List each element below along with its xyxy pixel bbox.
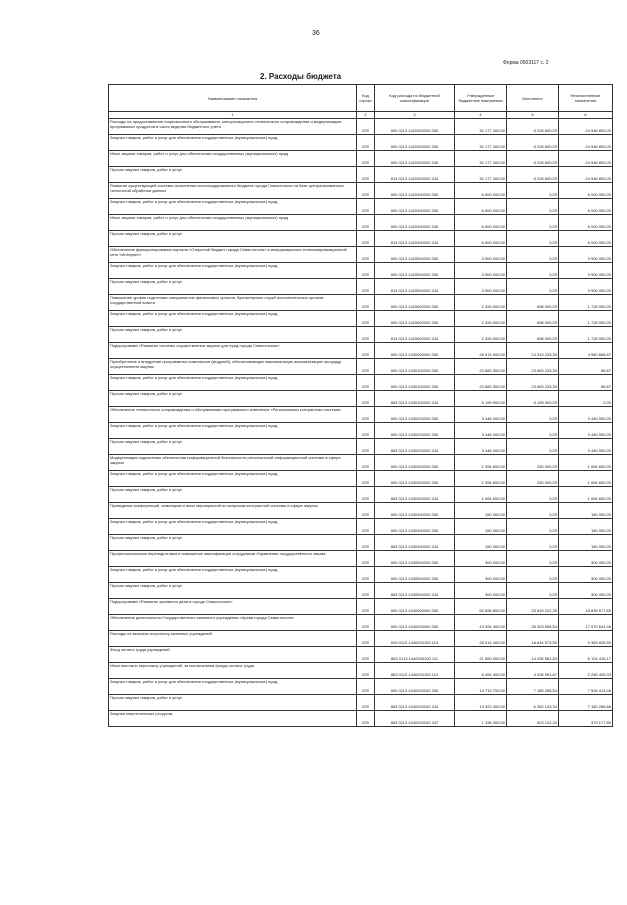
row-unexecuted: 0,00 xyxy=(559,390,613,406)
col-number: 1 xyxy=(109,112,357,119)
row-approved: 3 900 000,00 xyxy=(455,246,507,262)
row-unexecuted: 1 064 600,00 xyxy=(559,470,613,486)
row-budget-code: 000 0113 1420400200 000 xyxy=(375,182,455,198)
table-row xyxy=(109,518,613,534)
table-row xyxy=(109,550,613,566)
row-budget-code: 000 0113 1430200200 200 xyxy=(375,422,455,438)
row-budget-code: 000 0113 1440200100 110 xyxy=(375,630,455,646)
table-row xyxy=(109,118,613,134)
row-approved: 30 177 400,00 xyxy=(455,134,507,150)
table-row xyxy=(109,294,613,310)
row-budget-code: 863 0113 1430200200 244 xyxy=(375,438,455,454)
row-budget-code: 000 0113 1430100200 000 xyxy=(375,358,455,374)
row-name: Прочая закупка товаров, работ и услуг xyxy=(109,230,357,246)
table-row xyxy=(109,694,613,710)
row-budget-code: 000 0113 1430200200 000 xyxy=(375,406,455,422)
row-name: Закупка товаров, работ и услуг для обеспечения государственных (муниципальных) нужд xyxy=(109,422,357,438)
row-unexecuted: 3 900 000,00 xyxy=(559,262,613,278)
row-unexecuted: 3 446 000,00 xyxy=(559,438,613,454)
row-line-code: 200 xyxy=(357,486,375,502)
row-unexecuted: 7 160 266,66 xyxy=(559,694,613,710)
table-row xyxy=(109,646,613,662)
row-line-code: 200 xyxy=(357,406,375,422)
row-approved: 1 196 300,00 xyxy=(455,710,507,726)
row-approved: 6 454 400,00 xyxy=(455,662,507,678)
row-executed: 0,00 xyxy=(507,502,559,518)
row-budget-code: 863 0113 1430100200 244 xyxy=(375,390,455,406)
row-line-code: 200 xyxy=(357,646,375,662)
row-approved: 14 719 700,00 xyxy=(455,678,507,694)
row-unexecuted: 300 000,00 xyxy=(559,566,613,582)
row-budget-code: 000 0113 1430300200 000 xyxy=(375,454,455,470)
row-name: Проведение конференций, семинаров и иных мероприятий по вопросам контрактной системы в сфере закупок xyxy=(109,502,357,518)
col-number: 4 xyxy=(455,112,507,119)
row-approved: 3 446 000,00 xyxy=(455,406,507,422)
table-row xyxy=(109,566,613,582)
row-approved: 6 000 000,00 xyxy=(455,214,507,230)
row-approved: 28 974 900,00 xyxy=(455,342,507,358)
row-unexecuted: 1 064 600,00 xyxy=(559,454,613,470)
row-line-code: 200 xyxy=(357,614,375,630)
row-unexecuted: 1 728 000,00 xyxy=(559,294,613,310)
row-approved: 21 560 000,00 xyxy=(455,646,507,662)
row-unexecuted: 373 177,80 xyxy=(559,710,613,726)
row-executed: 598 000,00 xyxy=(507,326,559,342)
row-line-code: 200 xyxy=(357,150,375,166)
table-row xyxy=(109,278,613,294)
row-name: Прочая закупка товаров, работ и услуг xyxy=(109,694,357,710)
row-approved: 2 326 000,00 xyxy=(455,310,507,326)
row-approved: 6 000 000,00 xyxy=(455,198,507,214)
row-line-code: 200 xyxy=(357,550,375,566)
row-approved: 2 326 000,00 xyxy=(455,326,507,342)
row-line-code: 200 xyxy=(357,118,375,134)
row-name: Подпрограмма «Развитие архивного дела в городе Севастополе» xyxy=(109,598,357,614)
table-row xyxy=(109,630,613,646)
row-name: Прочая закупка товаров, работ и услуг xyxy=(109,438,357,454)
row-line-code: 200 xyxy=(357,566,375,582)
row-name: Иные выплаты персоналу учреждений, за исключением фонда оплаты труда xyxy=(109,662,357,678)
row-executed: 0,00 xyxy=(507,262,559,278)
row-executed: 5 228 600,00 xyxy=(507,134,559,150)
table-row xyxy=(109,230,613,246)
row-budget-code: 000 0113 1420400200 200 xyxy=(375,198,455,214)
row-unexecuted: 1 728 000,00 xyxy=(559,326,613,342)
row-name: Расходы на предоставление лицензионного обслуживания, консультационно-технического сопровождения и модернизацию программных продуктов в части ведения бюджетного учета xyxy=(109,118,357,134)
row-unexecuted: 2 245 408,33 xyxy=(559,662,613,678)
row-approved: 3 446 000,00 xyxy=(455,438,507,454)
row-executed: 18 644 573,50 xyxy=(507,630,559,646)
row-unexecuted: 4 960 666,67 xyxy=(559,342,613,358)
row-approved: 6 000 000,00 xyxy=(455,182,507,198)
row-approved: 3 900 000,00 xyxy=(455,278,507,294)
table-row xyxy=(109,310,613,326)
row-unexecuted: 3 900 000,00 xyxy=(559,278,613,294)
row-executed: 330 000,00 xyxy=(507,470,559,486)
row-unexecuted: 24 948 800,00 xyxy=(559,134,613,150)
row-executed: 6 362 133,34 xyxy=(507,694,559,710)
row-approved: 23 683 300,00 xyxy=(455,374,507,390)
row-executed: 0,00 xyxy=(507,566,559,582)
row-executed: 23 683 233,33 xyxy=(507,374,559,390)
row-executed: 823 122,20 xyxy=(507,710,559,726)
row-unexecuted: 6 124 418,17 xyxy=(559,646,613,662)
row-executed: 24 013 233,33 xyxy=(507,342,559,358)
row-unexecuted: 150 000,00 xyxy=(559,502,613,518)
row-line-code: 200 xyxy=(357,230,375,246)
row-name: Прочая закупка товаров, работ и услуг xyxy=(109,326,357,342)
row-line-code: 200 xyxy=(357,310,375,326)
table-row xyxy=(109,166,613,182)
row-line-code: 200 xyxy=(357,182,375,198)
row-name: Прочая закупка товаров, работ и услуг xyxy=(109,534,357,550)
row-line-code: 200 xyxy=(357,246,375,262)
row-unexecuted: 300 000,00 xyxy=(559,582,613,598)
row-unexecuted: 3 446 000,00 xyxy=(559,406,613,422)
row-budget-code: 000 0113 1430500200 000 xyxy=(375,550,455,566)
table-row xyxy=(109,390,613,406)
header-unexecuted: Неисполненные назначения xyxy=(559,85,613,112)
row-budget-code: 000 0113 1420600200 200 xyxy=(375,310,455,326)
row-budget-code: 863 0113 1430500200 244 xyxy=(375,582,455,598)
row-executed: 33 819 222,35 xyxy=(507,598,559,614)
row-line-code: 200 xyxy=(357,278,375,294)
row-unexecuted: 9 369 826,50 xyxy=(559,630,613,646)
header-indicator: Наименование показателя xyxy=(109,85,357,112)
row-name: Закупка товаров, работ и услуг для обеспечения государственных (муниципальных) нужд xyxy=(109,310,357,326)
table-row xyxy=(109,710,613,726)
row-executed: 5 228 600,00 xyxy=(507,150,559,166)
row-unexecuted: 6 000 000,00 xyxy=(559,182,613,198)
row-line-code: 200 xyxy=(357,422,375,438)
row-unexecuted: 66,67 xyxy=(559,358,613,374)
row-unexecuted: 7 534 414,46 xyxy=(559,678,613,694)
table-row xyxy=(109,182,613,198)
row-name: Развитие существующей системы исполнения консолидированного бюджета города Севастополя на базе централизованных технологий обработки данных xyxy=(109,182,357,198)
row-approved: 150 000,00 xyxy=(455,534,507,550)
row-budget-code: 863 0113 1440200100 111 xyxy=(375,646,455,662)
row-executed: 0,00 xyxy=(507,214,559,230)
row-budget-code: 863 0113 1440200100 112 xyxy=(375,662,455,678)
row-executed: 5 228 600,00 xyxy=(507,166,559,182)
row-budget-code: 000 0113 1420300200 240 xyxy=(375,150,455,166)
row-name: Обеспечение деятельности Государственного казенного учреждения «Архив города Севастополя» xyxy=(109,614,357,630)
table-row xyxy=(109,486,613,502)
row-line-code: 200 xyxy=(357,502,375,518)
row-approved: 28 014 400,00 xyxy=(455,630,507,646)
row-budget-code: 000 0113 1440200000 000 xyxy=(375,614,455,630)
table-row xyxy=(109,502,613,518)
col-number: 5 xyxy=(507,112,559,119)
row-unexecuted: 24 948 800,00 xyxy=(559,118,613,134)
row-unexecuted: 150 000,00 xyxy=(559,518,613,534)
row-line-code: 200 xyxy=(357,326,375,342)
row-approved: 150 000,00 xyxy=(455,502,507,518)
table-row xyxy=(109,422,613,438)
row-executed: 23 683 233,33 xyxy=(507,358,559,374)
row-unexecuted: 150 000,00 xyxy=(559,534,613,550)
row-name: Приобретение и внедрение программных комплексов (модулей), обеспечивающих максимальную автоматизацию процедур осуществления закупок xyxy=(109,358,357,374)
row-unexecuted: 18 839 577,65 xyxy=(559,598,613,614)
row-name: Иные закупки товаров, работ и услуг для обеспечения государственных (муниципальных) нужд xyxy=(109,150,357,166)
row-budget-code: 000 0113 1420400200 240 xyxy=(375,214,455,230)
row-line-code: 200 xyxy=(357,342,375,358)
header-approved: Утвержденные бюджетные назначения xyxy=(455,85,507,112)
row-budget-code: 000 0113 1420600200 000 xyxy=(375,294,455,310)
row-budget-code: 000 0113 1430100200 200 xyxy=(375,374,455,390)
row-name: Обеспечение функционирования портала «Открытый бюджет города Севастополя» в информационно-телекоммуникационной сети «Интернет» xyxy=(109,246,357,262)
row-budget-code: 814 0113 1420300200 244 xyxy=(375,166,455,182)
table-row xyxy=(109,678,613,694)
row-line-code: 200 xyxy=(357,534,375,550)
row-unexecuted: 66,67 xyxy=(559,374,613,390)
row-executed: 0,00 xyxy=(507,198,559,214)
row-approved: 6 000 000,00 xyxy=(455,230,507,246)
row-line-code: 200 xyxy=(357,262,375,278)
row-budget-code: 863 0113 1440200100 247 xyxy=(375,710,455,726)
row-name: Закупка товаров, работ и услуг для обеспечения государственных (муниципальных) нужд xyxy=(109,134,357,150)
row-line-code: 200 xyxy=(357,390,375,406)
row-budget-code: 000 0113 1420300200 200 xyxy=(375,134,455,150)
table-row xyxy=(109,246,613,262)
row-executed: 0,00 xyxy=(507,422,559,438)
row-unexecuted: 300 000,00 xyxy=(559,550,613,566)
page-number: 36 xyxy=(312,30,320,37)
row-executed: 598 000,00 xyxy=(507,310,559,326)
row-name: Модернизация подсистемы обеспечения информационной безопасности региональной информационной системы в сфере закупок xyxy=(109,454,357,470)
row-approved: 1 394 600,00 xyxy=(455,470,507,486)
col-number: 3 xyxy=(375,112,455,119)
row-approved: 23 683 300,00 xyxy=(455,358,507,374)
col-number: 6 xyxy=(559,112,613,119)
row-executed: 14 435 581,83 xyxy=(507,646,559,662)
row-name: Закупка товаров, работ и услуг для обеспечения государственных (муниципальных) нужд xyxy=(109,374,357,390)
row-unexecuted: 24 948 800,00 xyxy=(559,150,613,166)
row-unexecuted: 3 900 000,00 xyxy=(559,246,613,262)
row-executed: 0,00 xyxy=(507,534,559,550)
header-line-code: Код строки xyxy=(357,85,375,112)
row-name: Иные закупки товаров, работ и услуг для обеспечения государственных (муниципальных) нужд xyxy=(109,214,357,230)
row-budget-code: 000 0113 1440200100 200 xyxy=(375,678,455,694)
row-unexecuted: 1 728 000,00 xyxy=(559,310,613,326)
row-line-code: 200 xyxy=(357,454,375,470)
row-line-code: 200 xyxy=(357,710,375,726)
row-budget-code: 000 0113 1430400200 200 xyxy=(375,518,455,534)
row-budget-code: 000 0113 1420500200 000 xyxy=(375,246,455,262)
row-name: Закупка товаров, работ и услуг для обеспечения государственных (муниципальных) нужд xyxy=(109,470,357,486)
row-unexecuted: 1 064 600,00 xyxy=(559,486,613,502)
row-line-code: 200 xyxy=(357,134,375,150)
header-executed: Исполнено xyxy=(507,85,559,112)
row-budget-code: 000 0113 1430500200 200 xyxy=(375,566,455,582)
row-approved: 43 394 300,00 xyxy=(455,614,507,630)
table-body xyxy=(109,118,613,726)
row-approved: 2 326 000,00 xyxy=(455,294,507,310)
row-executed: 0,00 xyxy=(507,518,559,534)
row-executed: 0,00 xyxy=(507,486,559,502)
row-executed: 5 228 600,00 xyxy=(507,118,559,134)
row-approved: 3 900 000,00 xyxy=(455,262,507,278)
row-budget-code: 814 0113 1420400200 244 xyxy=(375,230,455,246)
row-name: Фонд оплаты труда учреждений xyxy=(109,646,357,662)
form-code: Форма 0503117 с. 2 xyxy=(503,60,549,66)
row-budget-code: 000 0113 1430300200 200 xyxy=(375,470,455,486)
row-name: Прочая закупка товаров, работ и услуг xyxy=(109,390,357,406)
row-line-code: 200 xyxy=(357,374,375,390)
row-line-code: 200 xyxy=(357,294,375,310)
table-row xyxy=(109,598,613,614)
row-line-code: 200 xyxy=(357,214,375,230)
row-line-code: 200 xyxy=(357,438,375,454)
row-approved: 30 177 400,00 xyxy=(455,166,507,182)
row-unexecuted: 6 000 000,00 xyxy=(559,230,613,246)
row-approved: 1 394 600,00 xyxy=(455,454,507,470)
table-row xyxy=(109,438,613,454)
row-budget-code: 863 0113 1430300200 244 xyxy=(375,486,455,502)
row-approved: 3 446 000,00 xyxy=(455,422,507,438)
table-row xyxy=(109,358,613,374)
row-name: Закупка товаров, работ и услуг для обеспечения государственных (муниципальных) нужд xyxy=(109,678,357,694)
row-budget-code: 000 0113 1430000000 000 xyxy=(375,342,455,358)
expenses-table xyxy=(108,84,612,727)
row-unexecuted: 3 446 000,00 xyxy=(559,422,613,438)
row-name: Обеспечение технического сопровождения и обслуживания программного комплекса «Региональная контрактная система» xyxy=(109,406,357,422)
row-line-code: 200 xyxy=(357,694,375,710)
row-line-code: 200 xyxy=(357,518,375,534)
row-name: Повышение уровня подготовки специалистов финансовых органов, бухгалтерских служб исполнительных органов государственной власти xyxy=(109,294,357,310)
table-row xyxy=(109,342,613,358)
row-budget-code: 863 0113 1440200100 244 xyxy=(375,694,455,710)
row-name: Закупка товаров, работ и услуг для обеспечения государственных (муниципальных) нужд xyxy=(109,566,357,582)
row-line-code: 200 xyxy=(357,582,375,598)
row-name: Прочая закупка товаров, работ и услуг xyxy=(109,166,357,182)
table-row xyxy=(109,214,613,230)
row-executed: 0,00 xyxy=(507,582,559,598)
table-row xyxy=(109,134,613,150)
row-name: Расходы на выплаты персоналу казенных учреждений xyxy=(109,630,357,646)
row-name: Профессиональная переподготовка и повышение квалификации сотрудников Управления государственного заказа xyxy=(109,550,357,566)
row-approved: 300 000,00 xyxy=(455,582,507,598)
row-budget-code: 000 0113 1430400200 000 xyxy=(375,502,455,518)
row-budget-code: 000 0113 1420300200 000 xyxy=(375,118,455,134)
table-row xyxy=(109,262,613,278)
row-unexecuted: 24 948 800,00 xyxy=(559,166,613,182)
page-title: 2. Расходы бюджета xyxy=(260,72,342,81)
row-line-code: 200 xyxy=(357,598,375,614)
row-budget-code: 000 0113 1440000000 000 xyxy=(375,598,455,614)
row-approved: 300 000,00 xyxy=(455,566,507,582)
table-row xyxy=(109,406,613,422)
row-approved: 30 177 400,00 xyxy=(455,150,507,166)
table-row xyxy=(109,374,613,390)
row-unexecuted: 6 000 000,00 xyxy=(559,198,613,214)
row-budget-code: 863 0113 1430400200 244 xyxy=(375,534,455,550)
row-line-code: 200 xyxy=(357,198,375,214)
row-executed: 4 208 991,67 xyxy=(507,662,559,678)
table-row xyxy=(109,326,613,342)
row-name: Прочая закупка товаров, работ и услуг xyxy=(109,278,357,294)
row-executed: 330 000,00 xyxy=(507,454,559,470)
row-budget-code: 814 0113 1420500200 244 xyxy=(375,278,455,294)
row-name: Закупка товаров, работ и услуг для обеспечения государственных (муниципальных) нужд xyxy=(109,518,357,534)
row-approved: 300 000,00 xyxy=(455,550,507,566)
row-unexecuted: 17 070 641,46 xyxy=(559,614,613,630)
row-name: Закупка товаров, работ и услуг для обеспечения государственных (муниципальных) нужд xyxy=(109,198,357,214)
row-approved: 30 177 400,00 xyxy=(455,118,507,134)
row-unexecuted: 6 000 000,00 xyxy=(559,214,613,230)
table-row xyxy=(109,454,613,470)
row-approved: 1 064 600,00 xyxy=(455,486,507,502)
table-row xyxy=(109,582,613,598)
row-name: Прочая закупка товаров, работ и услуг xyxy=(109,582,357,598)
row-name: Закупка энергетических ресурсов xyxy=(109,710,357,726)
row-budget-code: 000 0113 1420500200 200 xyxy=(375,262,455,278)
table-row xyxy=(109,614,613,630)
row-approved: 13 522 400,00 xyxy=(455,694,507,710)
row-approved: 5 199 900,00 xyxy=(455,390,507,406)
row-name: Подпрограмма «Развитие системы осуществления закупок для нужд города Севастополя» xyxy=(109,342,357,358)
header-budget-code: Код расхода по бюджетной классификации xyxy=(375,85,455,112)
table-row xyxy=(109,198,613,214)
row-executed: 0,00 xyxy=(507,406,559,422)
table-row xyxy=(109,470,613,486)
row-executed: 598 000,00 xyxy=(507,294,559,310)
row-executed: 7 185 285,54 xyxy=(507,678,559,694)
row-line-code: 200 xyxy=(357,678,375,694)
row-executed: 26 323 658,54 xyxy=(507,614,559,630)
table-header-row xyxy=(109,85,613,112)
row-executed: 0,00 xyxy=(507,230,559,246)
row-name: Прочая закупка товаров, работ и услуг xyxy=(109,486,357,502)
row-line-code: 200 xyxy=(357,470,375,486)
row-line-code: 200 xyxy=(357,662,375,678)
row-line-code: 200 xyxy=(357,358,375,374)
row-executed: 5 199 900,00 xyxy=(507,390,559,406)
row-line-code: 200 xyxy=(357,630,375,646)
row-executed: 0,00 xyxy=(507,438,559,454)
row-approved: 52 658 800,00 xyxy=(455,598,507,614)
table-row xyxy=(109,150,613,166)
table-row xyxy=(109,662,613,678)
row-approved: 150 000,00 xyxy=(455,518,507,534)
row-executed: 0,00 xyxy=(507,246,559,262)
row-executed: 0,00 xyxy=(507,182,559,198)
row-name: Закупка товаров, работ и услуг для обеспечения государственных (муниципальных) нужд xyxy=(109,262,357,278)
table-row xyxy=(109,534,613,550)
row-executed: 0,00 xyxy=(507,550,559,566)
col-number: 2 xyxy=(357,112,375,119)
row-budget-code: 814 0113 1420600200 244 xyxy=(375,326,455,342)
row-line-code: 200 xyxy=(357,166,375,182)
row-executed: 0,00 xyxy=(507,278,559,294)
